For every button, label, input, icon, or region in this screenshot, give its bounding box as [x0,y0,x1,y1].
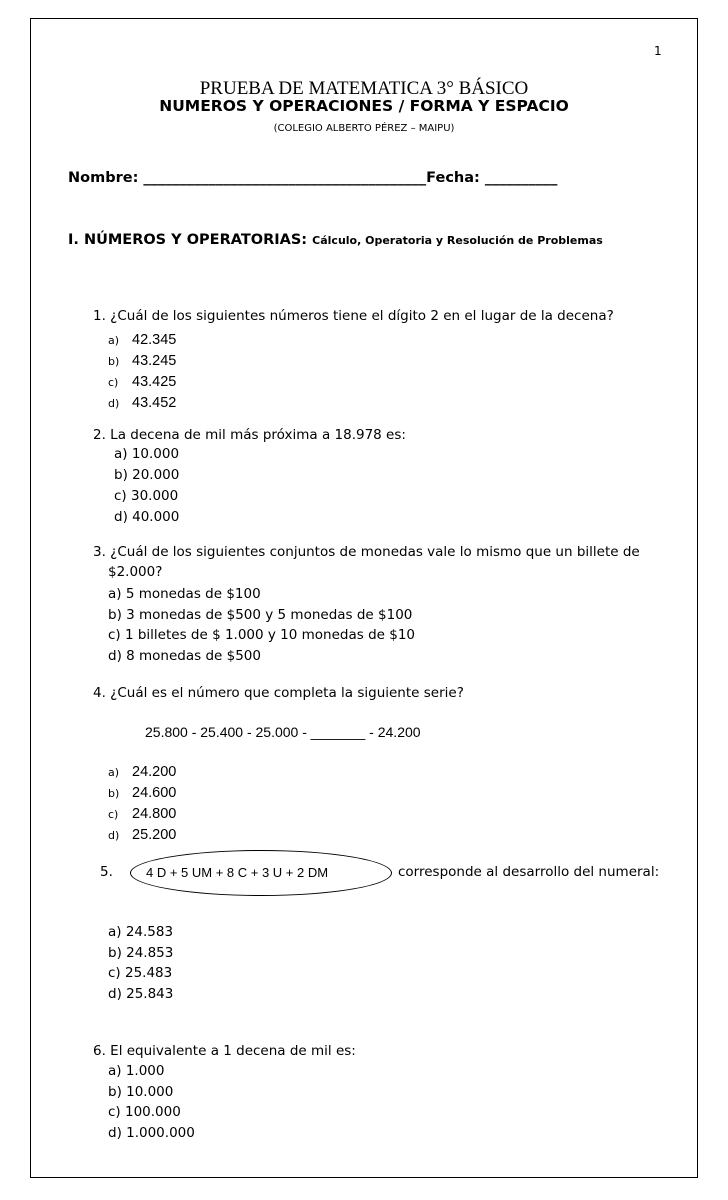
option-c: c) 100.000 [108,1104,181,1120]
question-6-options [108,1061,195,1143]
name-date-field: Nombre: _______________________________________Fecha: __________ [68,170,558,186]
section-heading [68,232,603,248]
option-a: a) 10.000 [114,446,180,462]
page-number: 1 [654,44,662,58]
question-2-text: 2. La decena de mil más próxima a 18.978 es: [93,427,406,443]
option-d [108,825,176,846]
option-b: b) 24.853 [108,944,174,961]
option-text: 43.452 [132,395,177,411]
option-a: a) 5 monedas de $100 [108,586,261,602]
section-title: I. NÚMEROS Y OPERATORIAS: [68,232,308,248]
question-5-options [108,922,173,1004]
section-subtitle: Cálculo, Operatoria y Resolución de Problemas [312,234,603,247]
option-a: a) 24.583 [108,924,174,940]
option-b [108,783,176,804]
option-letter: a) [108,334,120,347]
option-letter: d) [108,829,120,842]
option-text: 43.245 [132,353,177,369]
option-text: 24.600 [132,785,177,801]
option-letter: c) [108,808,119,821]
school-name: (COLEGIO ALBERTO PÉREZ – MAIPU) [273,123,455,134]
question-5-number: 5. [100,864,113,880]
option-c [108,372,176,393]
option-b [108,351,176,372]
question-3-text: 3. ¿Cuál de los siguientes conjuntos de monedas vale lo mismo que un billete de [93,544,640,560]
expanded-expression: 4 D + 5 UM + 8 C + 3 U + 2 DM [146,865,329,880]
question-4-text: 4. ¿Cuál es el número que completa la siguiente serie? [93,685,464,701]
option-b: b) 20.000 [114,467,180,483]
option-text: 24.200 [132,764,177,780]
option-b: b) 3 monedas de $500 y 5 monedas de $100 [108,606,413,623]
question-3-options [108,584,415,666]
option-c: c) 30.000 [114,488,179,504]
option-letter: b) [108,355,120,368]
option-c: c) 1 billetes de $ 1.000 y 10 monedas de $10 [108,627,416,643]
question-2-options [114,444,179,528]
option-letter: d) [108,397,120,410]
option-text: 42.345 [132,332,177,348]
option-a [108,762,176,783]
page-subtitle: NUMEROS Y OPERACIONES / FORMA Y ESPACIO [159,97,569,115]
question-6-text: 6. El equivalente a 1 decena de mil es: [93,1043,356,1059]
option-c [108,804,176,825]
option-d: d) 40.000 [114,509,180,525]
option-a: a) 1.000 [108,1063,165,1079]
option-a [108,330,176,351]
question-3-text-cont: $2.000? [108,564,163,580]
option-d: d) 8 monedas de $500 [108,647,261,664]
option-d: d) 25.843 [108,985,174,1002]
question-1-text: 1. ¿Cuál de los siguientes números tiene el dígito 2 en el lugar de la decena? [93,308,614,324]
page-title: PRUEBA DE MATEMATICA 3° BÁSICO [199,78,529,99]
option-text: 24.800 [132,806,177,822]
option-d: d) 1.000.000 [108,1124,195,1141]
option-c: c) 25.483 [108,965,173,981]
option-text: 25.200 [132,827,177,843]
question-4-options [108,762,176,846]
option-letter: a) [108,766,120,779]
question-1-options [108,330,176,414]
option-text: 43.425 [132,374,177,390]
option-letter: c) [108,376,119,389]
question-5-text: corresponde al desarrollo del numeral: [398,864,660,880]
option-letter: b) [108,787,120,800]
option-d [108,393,176,414]
number-series: 25.800 - 25.400 - 25.000 - _______ - 24.200 [145,724,421,740]
option-b: b) 10.000 [108,1083,174,1100]
